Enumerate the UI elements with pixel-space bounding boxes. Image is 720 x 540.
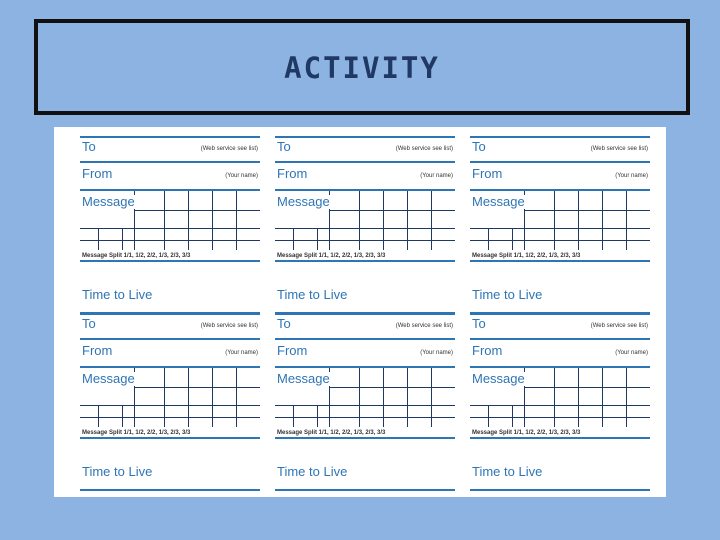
message-label: Message xyxy=(82,194,135,209)
to-divider xyxy=(80,161,260,163)
ttl-label: Time to Live xyxy=(82,464,153,479)
grid-col-line xyxy=(431,191,432,250)
card-bottom-line xyxy=(80,489,260,491)
grid-col-line xyxy=(122,405,123,427)
grid-col-line xyxy=(512,228,513,250)
card-bottom-line xyxy=(470,489,650,491)
ttl-label: Time to Live xyxy=(472,464,543,479)
message-split-text: Message Split 1/1, 1/2, 2/2, 1/3, 2/3, 3/3 xyxy=(277,430,386,436)
ttl-label: Time to Live xyxy=(472,287,543,302)
message-split-text: Message Split 1/1, 1/2, 2/2, 1/3, 2/3, 3/3 xyxy=(277,253,386,259)
grid-row-line xyxy=(134,387,260,388)
to-divider xyxy=(80,338,260,340)
grid-col-line xyxy=(317,228,318,250)
to-label: To xyxy=(277,139,291,154)
grid-row-line xyxy=(470,405,650,406)
grid-col-line xyxy=(164,368,165,427)
grid-col-line xyxy=(626,191,627,250)
to-label: To xyxy=(472,316,486,331)
grid-col-line xyxy=(431,368,432,427)
grid-col-line xyxy=(407,191,408,250)
ttl-label: Time to Live xyxy=(82,287,153,302)
grid-col-line xyxy=(512,405,513,427)
grid-col-line xyxy=(293,405,294,427)
grid-col-line xyxy=(317,405,318,427)
grid-row-line xyxy=(275,417,455,418)
card-top-line xyxy=(470,313,650,315)
grid-col-line xyxy=(236,368,237,427)
to-hint: (Web service see list) xyxy=(395,323,453,329)
to-divider xyxy=(275,161,455,163)
split-divider xyxy=(275,260,455,262)
grid-col-line xyxy=(359,368,360,427)
to-hint: (Web service see list) xyxy=(200,323,258,329)
to-hint: (Web service see list) xyxy=(590,323,648,329)
grid-col-line xyxy=(602,191,603,250)
grid-col-line xyxy=(236,191,237,250)
message-label: Message xyxy=(82,371,135,386)
grid-col-line xyxy=(383,191,384,250)
grid-col-line xyxy=(383,368,384,427)
from-label: From xyxy=(277,343,308,358)
grid-col-line xyxy=(188,191,189,250)
grid-row-line xyxy=(470,417,650,418)
grid-col-line xyxy=(602,368,603,427)
grid-col-line xyxy=(407,368,408,427)
activity-sheet xyxy=(54,127,666,497)
grid-row-line xyxy=(524,387,650,388)
grid-row-line xyxy=(524,210,650,211)
message-card xyxy=(80,313,260,481)
to-divider xyxy=(470,161,650,163)
message-label: Message xyxy=(277,371,330,386)
to-label: To xyxy=(82,139,96,154)
to-hint: (Web service see list) xyxy=(395,146,453,152)
grid-col-line xyxy=(293,228,294,250)
grid-col-line xyxy=(212,368,213,427)
card-top-line xyxy=(275,136,455,138)
card-top-line xyxy=(80,313,260,315)
message-split-text: Message Split 1/1, 1/2, 2/2, 1/3, 2/3, 3/3 xyxy=(82,253,191,259)
to-label: To xyxy=(472,139,486,154)
message-card xyxy=(275,313,455,481)
grid-col-line xyxy=(488,228,489,250)
grid-col-line xyxy=(578,368,579,427)
split-divider xyxy=(80,437,260,439)
grid-col-line xyxy=(488,405,489,427)
grid-col-line xyxy=(122,228,123,250)
grid-col-line xyxy=(578,191,579,250)
message-card xyxy=(470,136,650,304)
grid-col-line xyxy=(98,228,99,250)
grid-row-line xyxy=(80,228,260,229)
to-divider xyxy=(470,338,650,340)
card-top-line xyxy=(275,313,455,315)
message-card xyxy=(470,313,650,481)
grid-row-line xyxy=(275,240,455,241)
message-split-text: Message Split 1/1, 1/2, 2/2, 1/3, 2/3, 3/3 xyxy=(472,253,581,259)
card-bottom-line xyxy=(275,489,455,491)
ttl-label: Time to Live xyxy=(277,287,348,302)
from-label: From xyxy=(472,166,503,181)
card-top-line xyxy=(80,136,260,138)
grid-row-line xyxy=(329,387,455,388)
grid-col-line xyxy=(554,368,555,427)
message-label: Message xyxy=(277,194,330,209)
slide-title: ACTIVITY xyxy=(284,51,440,85)
split-divider xyxy=(470,437,650,439)
grid-col-line xyxy=(188,368,189,427)
grid-row-line xyxy=(134,210,260,211)
message-split-text: Message Split 1/1, 1/2, 2/2, 1/3, 2/3, 3/3 xyxy=(472,430,581,436)
grid-row-line xyxy=(329,210,455,211)
message-card xyxy=(80,136,260,304)
grid-row-line xyxy=(80,240,260,241)
grid-row-line xyxy=(80,417,260,418)
to-hint: (Web service see list) xyxy=(200,146,258,152)
to-label: To xyxy=(277,316,291,331)
from-hint: (Your name) xyxy=(225,350,258,356)
from-label: From xyxy=(82,343,113,358)
message-label: Message xyxy=(472,194,525,209)
grid-col-line xyxy=(212,191,213,250)
grid-row-line xyxy=(275,405,455,406)
ttl-label: Time to Live xyxy=(277,464,348,479)
message-label: Message xyxy=(472,371,525,386)
grid-col-line xyxy=(554,191,555,250)
split-divider xyxy=(275,437,455,439)
to-hint: (Web service see list) xyxy=(590,146,648,152)
to-label: To xyxy=(82,316,96,331)
from-hint: (Your name) xyxy=(225,173,258,179)
from-label: From xyxy=(82,166,113,181)
message-split-text: Message Split 1/1, 1/2, 2/2, 1/3, 2/3, 3/3 xyxy=(82,430,191,436)
from-hint: (Your name) xyxy=(420,350,453,356)
message-card xyxy=(275,136,455,304)
card-top-line xyxy=(470,136,650,138)
to-divider xyxy=(275,338,455,340)
grid-row-line xyxy=(80,405,260,406)
grid-row-line xyxy=(275,228,455,229)
from-label: From xyxy=(472,343,503,358)
split-divider xyxy=(470,260,650,262)
split-divider xyxy=(80,260,260,262)
from-hint: (Your name) xyxy=(615,350,648,356)
grid-col-line xyxy=(164,191,165,250)
from-label: From xyxy=(277,166,308,181)
grid-row-line xyxy=(470,228,650,229)
grid-col-line xyxy=(626,368,627,427)
grid-row-line xyxy=(470,240,650,241)
from-hint: (Your name) xyxy=(420,173,453,179)
title-box xyxy=(34,19,690,115)
grid-col-line xyxy=(98,405,99,427)
from-hint: (Your name) xyxy=(615,173,648,179)
grid-col-line xyxy=(359,191,360,250)
